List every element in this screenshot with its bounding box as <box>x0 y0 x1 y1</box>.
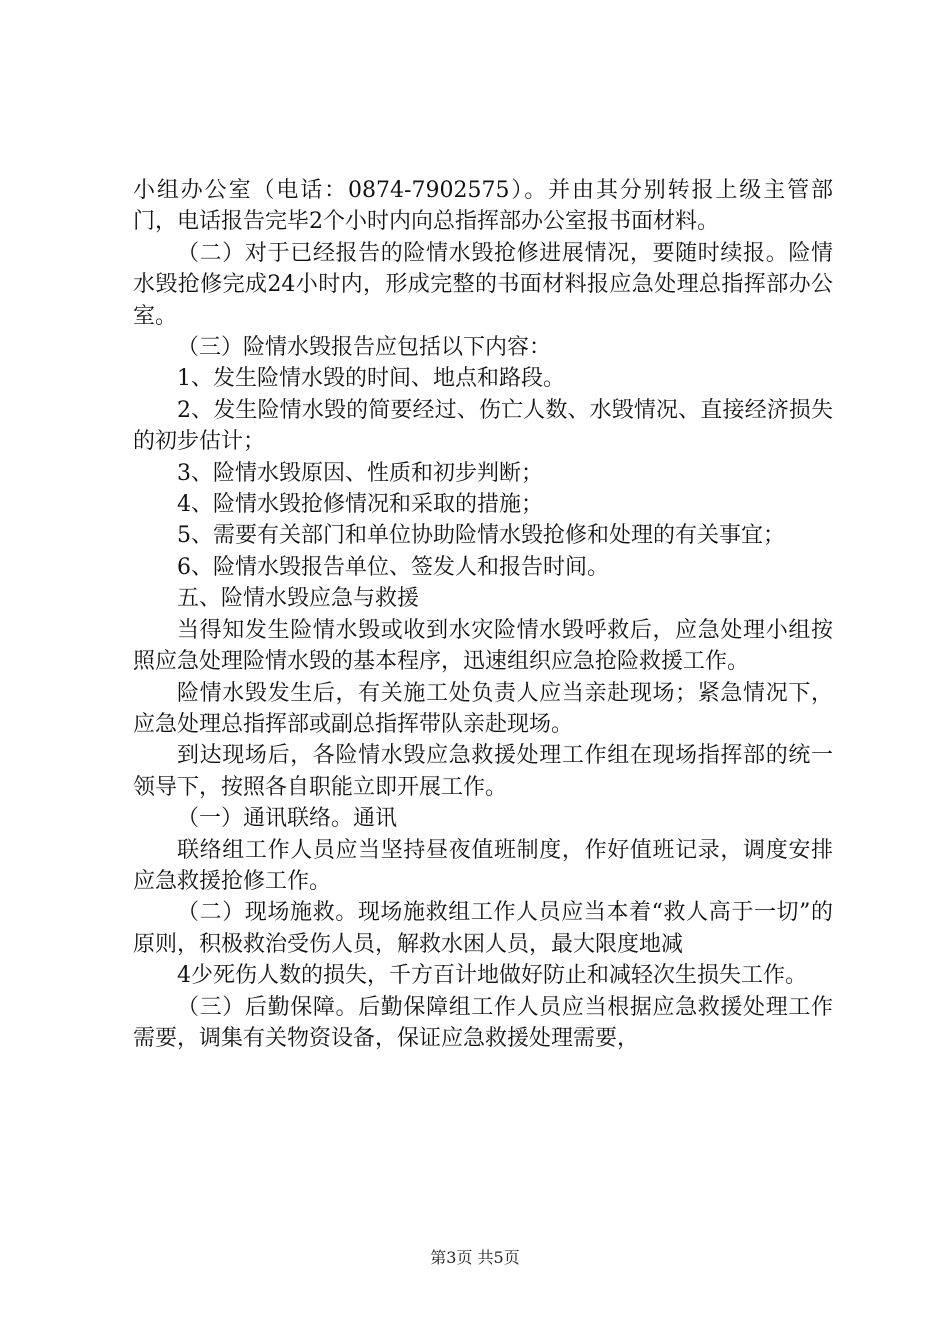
paragraph: 险情水毁发生后，有关施工处负责人应当亲赴现场；紧急情况下，应急处理总指挥部或副总指挥带队亲赴现场。 <box>133 680 833 737</box>
paragraph: （二）现场施救。现场施救组工作人员应当本着“救人高于一切”的原则，积极救治受伤人员，解救水困人员，最大限度地减 <box>133 900 833 957</box>
paragraph: 联络组工作人员应当坚持昼夜值班制度，作好值班记录，调度安排应急救援抢修工作。 <box>133 837 833 894</box>
paragraph: 4少死伤人数的损失，千方百计地做好防止和减轻次生损失工作。 <box>177 963 807 989</box>
paragraph: （二）对于已经报告的险情水毁抢修进展情况，要随时续报。险情水毁抢修完成24小时内，形成完整的书面材料报应急处理总指挥部办公室。 <box>133 240 833 329</box>
paragraph: 到达现场后，各险情水毁应急救援处理工作组在现场指挥部的统一领导下，按照各自职能立即开展工作。 <box>133 743 833 800</box>
paragraph: （三）险情水毁报告应包括以下内容： <box>177 335 552 361</box>
paragraph: 3、险情水毁原因、性质和初步判断； <box>177 460 543 486</box>
paragraph: 小组办公室（电话：0874-7902575）。并由其分别转报上级主管部门，电话报告完毕2个小时内向总指挥部办公室报书面材料。 <box>133 178 833 235</box>
paragraph: 2、发生险情水毁的简要经过、伤亡人数、水毁情况、直接经济损失的初步估计； <box>133 397 833 455</box>
paragraph: 五、险情水毁应急与救援 <box>177 586 420 612</box>
page-footer: 第3页 共5页 <box>430 1248 520 1267</box>
paragraph: （三）后勤保障。后勤保障组工作人员应当根据应急救援处理工作需要，调集有关物资设备，保证应急救援处理需要， <box>133 994 833 1051</box>
paragraph: 4、险情水毁抢修情况和采取的措施； <box>177 492 543 518</box>
paragraph: 6、险情水毁报告单位、签发人和报告时间。 <box>177 554 609 580</box>
paragraph: 当得知发生险情水毁或收到水灾险情水毁呼救后，应急处理小组按照应急处理险情水毁的基本程序，迅速组织应急抢险救援工作。 <box>133 617 833 675</box>
document-body <box>133 175 833 1054</box>
paragraph: （一）通讯联络。通讯 <box>177 806 398 832</box>
paragraph: 5、需要有关部门和单位协助险情水毁抢修和处理的有关事宜； <box>177 523 785 549</box>
paragraph: 1、发生险情水毁的时间、地点和路段。 <box>177 366 565 392</box>
